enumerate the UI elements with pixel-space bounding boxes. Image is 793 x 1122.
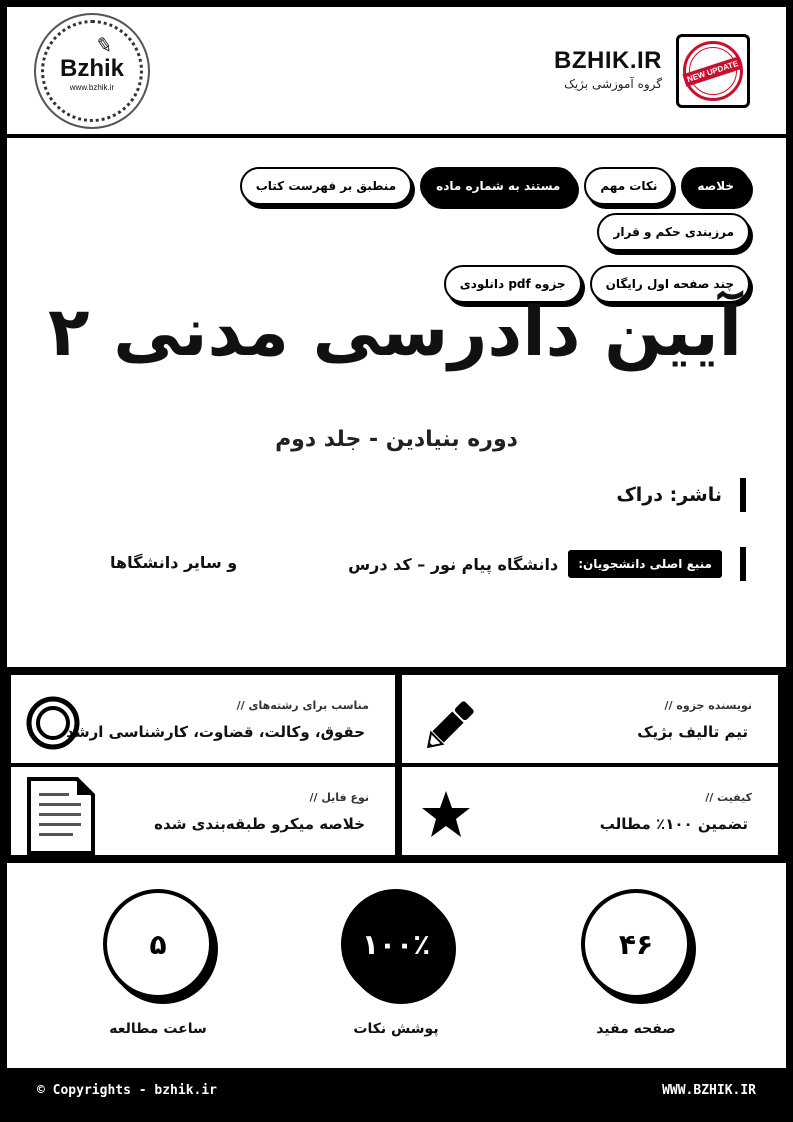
pill-article-referenced[interactable]: مستند به شماره ماده [420,167,576,205]
pill-book-aligned[interactable]: منطبق بر فهرست کتاب [240,167,412,205]
filetype-label: نوع فایل // [309,791,369,804]
target-icon [25,695,81,751]
author-cell [402,675,778,763]
stat-pages [581,889,691,1037]
brand-subtitle: گروه آموزشی بژیک [564,77,662,91]
stat-hours [103,889,213,1037]
source-badge: منبع اصلی دانشجویان: [568,550,722,578]
pill-pdf-download[interactable]: جزوه pdf دانلودی [444,265,582,303]
pill-ruling-distinction[interactable]: مرزبندی حکم و قرار [597,213,750,251]
pill-summary[interactable]: خلاصه [681,167,750,205]
fields-value: حقوق، وکالت، قضاوت، کارشناسی ارشد [66,723,365,741]
feature-pills [80,167,750,303]
pencil-icon [418,697,478,757]
document-icon [25,777,97,855]
footer-copyright: © Copyrights - bzhik.ir [37,1083,218,1098]
stat-coverage [341,889,451,1037]
page-title: آیین دادرسی مدنی ۲ [48,293,742,372]
star-icon [420,789,472,839]
document-page [7,7,786,1115]
source-text: دانشگاه پیام نور – کد درس [348,554,559,574]
quality-value: تضمین ۱۰۰٪ مطالب [599,815,748,833]
info-grid [7,667,786,863]
publisher [616,478,746,512]
page-subtitle: دوره بنیادین - جلد دوم [275,427,518,452]
source-extra: و سایر دانشگاها [110,553,238,572]
hours-circle: ۵ [103,889,213,999]
stamp-text: NEW UPDATE [683,56,743,87]
logo-url: www.bzhik.ir [69,82,115,92]
source-bar [740,547,746,581]
brand-name: BZHIK.IR [554,47,662,74]
pill-free-preview[interactable]: چند صفحه اول رایگان [590,265,750,303]
logo-text: Bzhik [59,54,124,82]
quality-cell [402,767,778,855]
fields-label: مناسب برای رشته‌های // [236,699,369,712]
stamp-icon [683,41,743,101]
footer [7,1068,786,1115]
header [7,7,786,134]
publisher-bar [740,478,746,512]
filetype-cell [11,767,395,855]
hours-label: ساعت مطالعه [109,1021,207,1037]
pages-label: صفحه مفید [596,1021,676,1037]
source [348,547,746,581]
footer-website-link[interactable]: WWW.BZHIK.IR [662,1083,756,1098]
fields-cell [11,675,395,763]
author-label: نویسنده جزوه // [664,699,752,712]
bzhik-logo[interactable] [41,20,143,122]
pill-key-points[interactable]: نکات مهم [584,167,673,205]
publisher-text: ناشر: دراک [616,484,722,506]
new-update-stamp [676,34,750,108]
pen-icon: ✎ [94,31,115,59]
coverage-circle: ۱۰۰٪ [341,889,451,999]
filetype-value: خلاصه میکرو طبقه‌بندی شده [154,815,365,833]
author-value: تیم تالیف بژیک [637,723,748,741]
brand [554,49,662,91]
pages-circle: ۴۶ [581,889,691,999]
quality-label: کیفیت // [705,791,752,804]
coverage-label: پوشش نکات [353,1021,439,1037]
header-divider [7,134,786,138]
